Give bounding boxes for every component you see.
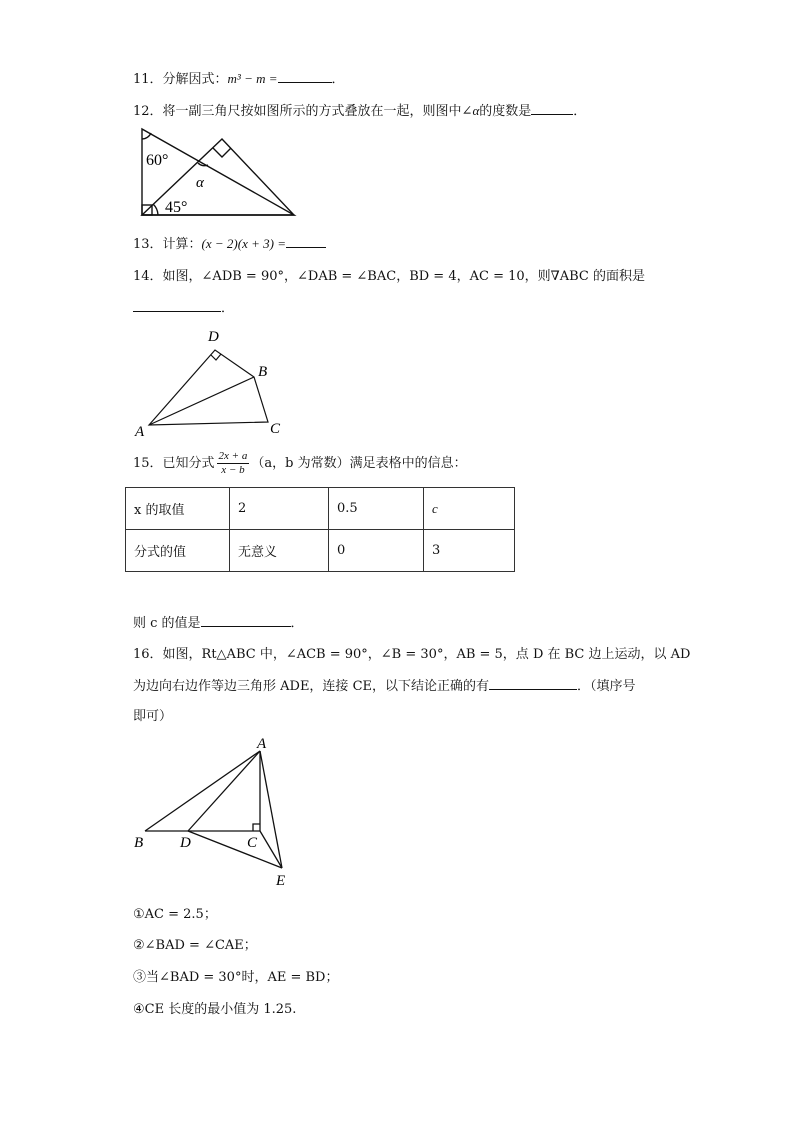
q16-option-2 [133,934,257,953]
q15-text: （a，b 为常数）满足表格中的信息： [251,456,467,471]
q16-triangle-figure [130,733,300,893]
question-16 [133,643,690,662]
label-B: B [134,835,144,851]
table-cell: 分式的值 [126,530,230,572]
option-text: ①AC = 2.5； [133,907,217,922]
angle-45-arc [153,204,158,215]
question-16-line2 [133,675,636,694]
q12-text: 12．将一副三角尺按如图所示的方式叠放在一起，则图中∠ [133,104,473,119]
q15-table [125,487,515,572]
segment-BA [145,751,260,831]
table-cell: 0 [329,530,424,572]
q16-line3: 即可） [133,709,173,724]
q11-prefix: 11．分解因式： [133,72,228,87]
q15-denominator: x − b [221,464,245,476]
q14-triangle-figure [130,325,290,440]
q14-suffix: ． [221,301,235,316]
q11-expression: m³ − m = [227,71,278,86]
q14-text: 14．如图，∠ADB = 90°，∠DAB = ∠BAC，BD = 4，AC = 10，则∇ABC 的面积是 [133,269,645,284]
option-text: ③当∠BAD = 30°时，AE = BD； [133,970,339,985]
table-row [126,530,515,572]
q11-answer-blank[interactable] [278,70,332,83]
q15-suffix: ． [290,616,304,631]
q13-expression: (x − 2)(x + 3) = [201,236,286,251]
q16-line2b: ．（填序号 [577,679,636,694]
q16-option-4 [133,998,296,1017]
question-15-answer-line [133,612,304,631]
q16-answer-blank[interactable] [489,677,577,690]
q12-answer-blank[interactable] [531,102,573,115]
label-45: 45° [165,199,188,216]
q16-line2a: 为边向右边作等边三角形 ADE，连接 CE，以下结论正确的有 [133,679,490,694]
label-B: B [258,364,268,380]
option-text: ②∠BAD = ∠CAE； [133,938,257,953]
q12-triangle-figure [136,123,302,221]
option-text: ④CE 长度的最小值为 1.25. [133,1002,297,1017]
question-14 [133,265,645,284]
label-60: 60° [146,152,169,169]
question-14-answer-line [133,297,234,316]
q14-answer-blank[interactable] [133,299,221,312]
q15-after: 则 c 的值是 [133,616,201,631]
q16-line1: 16．如图，Rt△ABC 中，∠ACB = 90°，∠B = 30°，AB = 5，点 D 在 BC 边上运动，以 AD [133,647,691,662]
segment-DE [188,831,282,868]
table-cell: c [424,488,515,530]
label-alpha: α [196,175,204,191]
table-cell: 3 [424,530,515,572]
question-12 [133,100,586,119]
question-11 [133,68,345,87]
q15-answer-blank[interactable] [201,614,291,627]
table-cell: 无意义 [230,530,329,572]
label-D: D [180,835,191,851]
label-A: A [135,424,145,440]
q12-text2: 的度数是 [479,104,532,119]
segment-AB [149,377,254,425]
right-angle-mark-D [211,354,221,360]
question-16-line3 [133,705,172,724]
label-D: D [208,329,219,345]
table-cell: 0.5 [329,488,424,530]
q11-suffix: ． [331,72,345,87]
table-cell: 2 [230,488,329,530]
q15-numerator: 2x + a [218,450,248,462]
q15-prefix: 15．已知分式 [133,456,215,471]
q15-fraction [217,450,250,477]
question-15 [133,450,467,477]
label-E: E [276,873,286,889]
q16-option-3 [133,966,338,985]
q12-alpha: α [472,103,480,118]
table-row [126,488,515,530]
question-13 [133,233,326,252]
quadrilateral-ADBC [149,350,268,425]
label-C: C [247,835,258,851]
q16-option-1 [133,903,217,922]
q13-answer-blank[interactable] [286,235,326,248]
right-angle-mark-top [213,148,231,157]
q12-suffix: ． [573,104,587,119]
q13-prefix: 13．计算： [133,237,202,252]
label-C: C [270,421,281,437]
right-angle-mark-C [253,824,260,831]
segment-DA [188,751,260,831]
label-A: A [257,736,267,752]
table-cell: x 的取值 [126,488,230,530]
